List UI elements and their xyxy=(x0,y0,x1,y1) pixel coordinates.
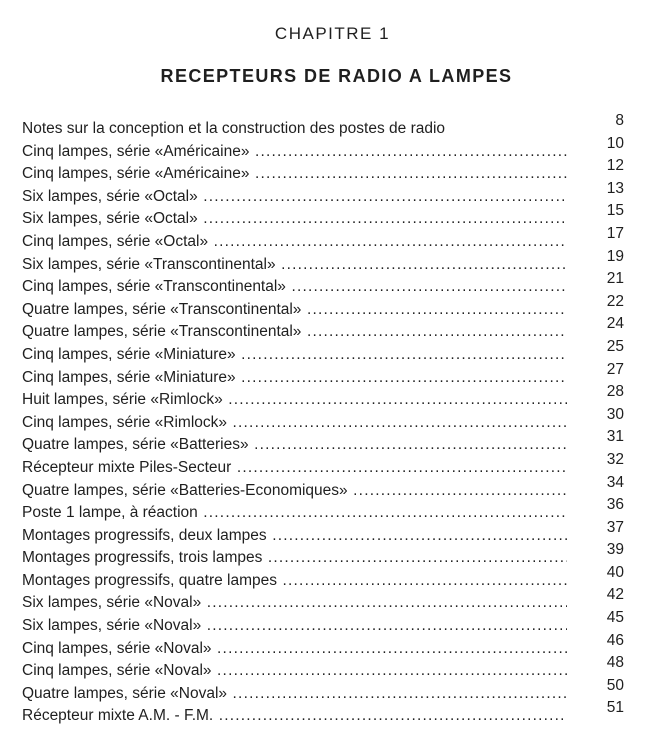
toc-entry-label: Cinq lampes, série «Noval» ..... xyxy=(22,638,567,661)
toc-entry-label: Six lampes, série «Octal» ..... xyxy=(22,186,567,209)
toc-entry-page-number: 37 xyxy=(606,518,624,536)
toc-entry-label: Quatre lampes, série «Transcontinental» ..... xyxy=(22,321,567,344)
toc-entry-label: Quatre lampes, série «Batteries-Economiques» ..... xyxy=(22,480,567,503)
toc-entry-label: Cinq lampes, série «Miniature» ..... xyxy=(22,367,567,390)
toc-entry-label: Cinq lampes, série «Américaine» ..... xyxy=(22,163,567,186)
toc-entry-label: Notes sur la conception et la construction des postes de radio xyxy=(22,120,446,137)
toc-entry-label: Six lampes, série «Transcontinental» ..... xyxy=(22,254,567,277)
toc-entry xyxy=(22,543,630,566)
toc-entry xyxy=(22,360,630,386)
toc-entry xyxy=(22,292,630,318)
toc-entry-label: Six lampes, série «Noval» ..... xyxy=(22,592,567,615)
toc-entry xyxy=(22,179,630,205)
toc-entry-page-number: 39 xyxy=(606,541,624,559)
toc-entry xyxy=(22,611,630,634)
toc-entry-label: Cinq lampes, série «Américaine» ..... xyxy=(22,141,567,164)
toc-entry xyxy=(22,224,630,250)
toc-entry-page-number: 45 xyxy=(606,609,624,627)
toc-entry-label: Montages progressifs, quatre lampes ..... xyxy=(22,570,567,593)
toc-entry-page-number: 30 xyxy=(606,405,624,423)
toc-entry xyxy=(22,405,630,431)
toc-entry xyxy=(22,631,630,657)
toc-entry-label: Huit lampes, série «Rimlock» ..... xyxy=(22,389,567,412)
toc-entry-label: Montages progressifs, trois lampes ..... xyxy=(22,547,567,570)
toc-entry-page-number: 17 xyxy=(606,224,624,242)
toc-entry-page-number: 31 xyxy=(606,428,624,446)
toc-entry-page-number: 48 xyxy=(606,654,624,672)
toc-entry-page-number: 27 xyxy=(606,360,624,378)
toc-entry xyxy=(22,701,630,724)
toc-entry-page-number: 13 xyxy=(606,179,624,197)
toc-entry xyxy=(22,450,630,476)
toc-entry xyxy=(22,272,630,295)
toc-entry-page-number: 28 xyxy=(606,383,624,401)
toc-entry-label: Six lampes, série «Octal» ..... xyxy=(22,208,567,231)
toc-entry-page-number: 15 xyxy=(606,202,624,220)
toc-entry xyxy=(22,204,630,227)
toc-entry-label: Cinq lampes, série «Transcontinental» ..... xyxy=(22,276,567,299)
toc-entry-label: Récepteur mixte A.M. - F.M. ..... xyxy=(22,705,567,728)
toc-entry-page-number: 40 xyxy=(606,563,624,581)
toc-entry-page-number: 19 xyxy=(606,247,624,265)
table-of-contents xyxy=(22,114,630,724)
toc-entry xyxy=(22,385,630,408)
toc-entry xyxy=(22,588,630,611)
toc-entry-page-number: 32 xyxy=(606,450,624,468)
toc-entry-label: Cinq lampes, série «Miniature» ..... xyxy=(22,344,567,367)
toc-entry-page-number: 34 xyxy=(606,473,624,491)
toc-entry xyxy=(22,656,630,679)
toc-entry xyxy=(22,473,630,499)
toc-entry-page-number: 46 xyxy=(606,631,624,649)
toc-entry-label: Quatre lampes, série «Batteries» ..... xyxy=(22,434,567,457)
toc-entry xyxy=(22,498,630,521)
toc-entry-page-number: 10 xyxy=(606,134,624,152)
toc-entry-page-number: 42 xyxy=(606,586,624,604)
toc-entry-label: Montages progressifs, deux lampes ..... xyxy=(22,525,567,548)
toc-entry-label: Quatre lampes, série «Noval» ..... xyxy=(22,683,567,706)
toc-entry-page-number: 8 xyxy=(615,112,624,129)
toc-entry-page-number: 51 xyxy=(606,699,624,717)
toc-entry-label: Cinq lampes, série «Octal» ..... xyxy=(22,231,567,254)
toc-entry-page-number: 24 xyxy=(606,315,624,333)
toc-entry xyxy=(22,563,630,589)
toc-entry xyxy=(22,430,630,453)
toc-entry-page-number: 50 xyxy=(606,676,624,694)
toc-entry-page-number: 12 xyxy=(606,157,624,175)
toc-entry xyxy=(22,114,630,137)
toc-entry xyxy=(22,518,630,544)
toc-entry-label: Poste 1 lampe, à réaction ..... xyxy=(22,502,567,525)
toc-entry xyxy=(22,676,630,702)
toc-entry-label: Récepteur mixte Piles-Secteur ..... xyxy=(22,457,567,480)
chapter-title: RECEPTEURS DE RADIO A LAMPES xyxy=(160,66,513,86)
toc-entry xyxy=(22,317,630,340)
chapter-heading: CHAPITRE 1 xyxy=(274,24,391,43)
toc-entry xyxy=(22,134,630,160)
toc-entry xyxy=(22,337,630,363)
toc-entry-page-number: 22 xyxy=(606,292,624,310)
toc-entry-label: Six lampes, série «Noval» ..... xyxy=(22,615,567,638)
toc-entry-page-number: 25 xyxy=(606,337,624,355)
toc-entry-label: Cinq lampes, série «Rimlock» ..... xyxy=(22,412,567,435)
toc-entry xyxy=(22,159,630,182)
toc-entry-label: Quatre lampes, série «Transcontinental» ..... xyxy=(22,299,567,322)
toc-entry-page-number: 21 xyxy=(606,270,624,288)
toc-entry-label: Cinq lampes, série «Noval» ..... xyxy=(22,660,567,683)
toc-entry xyxy=(22,247,630,273)
toc-entry-page-number: 36 xyxy=(606,496,624,514)
